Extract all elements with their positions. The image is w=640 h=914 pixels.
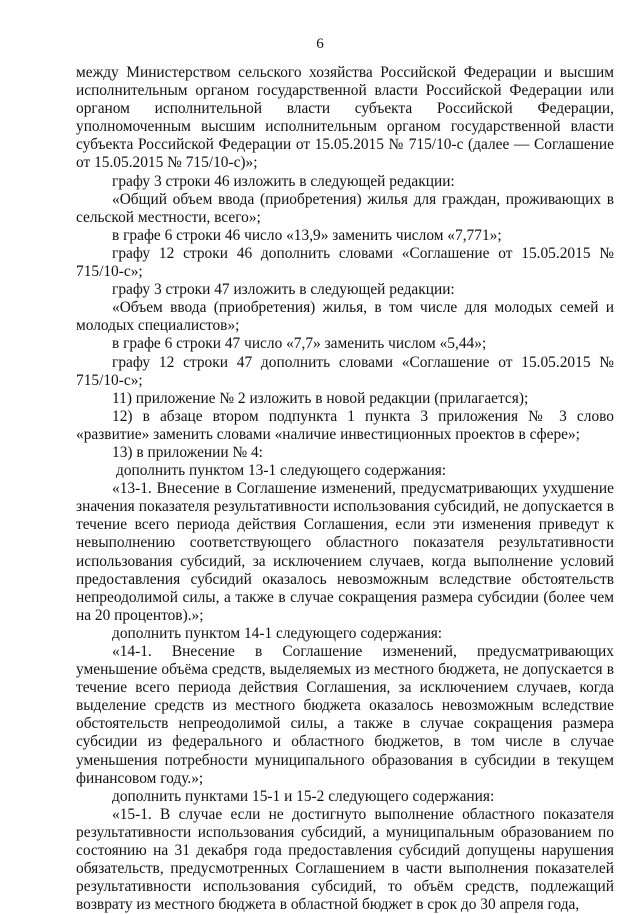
paragraph-row47-wording: «Объем ввода (приобретения) жилья, в том числе для молодых семей и молодых специалистов»; [76,299,614,335]
paragraph-column3-row47: графу 3 строки 47 изложить в следующей редакции: [112,281,455,299]
paragraph-clause-13-1: «13-1. Внесение в Соглашение изменений, предусматривающих ухудшение значения показателя результативности использования субсидий, не допускается в течение всего периода действия Соглашения, если эти изменения приведут к невыполнению соответствующего областного показателя результативности использования субсидий, за исключением случаев, когда выполнение условий предоставления субсидий оказалось невозможным вследствие обстоятельств непреодолимой силы, а также в случае сокращения размера субсидии (более чем на 20 процентов).»; [76,480,614,624]
document-body [76,64,614,914]
paragraph-add-13-1: дополнить пунктом 13-1 следующего содержания: [116,462,447,480]
page-number: 6 [316,36,324,52]
paragraph-item-11: 11) приложение № 2 изложить в новой редакции (прилагается); [112,389,529,407]
paragraph-item-13: 13) в приложении № 4: [112,443,263,461]
paragraph-clause-14-1: «14-1. Внесение в Соглашение изменений, предусматривающих уменьшение объёма средств, выделяемых из местного бюджета, не допускается в течение всего периода действия Соглашения, за исключением случаев, когда выделение средств из местного бюджета оказалось невозможным вследствие обстоятельств непреодолимой силы, а также в случае сокращения размера субсидии из федерального и областного бюджетов, в том числе в случае уменьшения потребности муниципального образования в субсидии в текущем финансовом году.»; [76,643,614,787]
paragraph-column6-row46: в графе 6 строки 46 число «13,9» заменить числом «7,771»; [112,226,502,244]
paragraph-agreement-continuation: между Министерством сельского хозяйства Российской Федерации и высшим исполнительным органом государственной власти Российской Федерации или органом исполнительной власти субъекта Российской Федерации, уполномоченным высшим исполнительным органом государственной власти субъекта Российской Федерации от 15.05.2015 № 715/10-с (далее — Соглашение от 15.05.2015 № 715/10-с)»; [76,64,614,172]
paragraph-clause-15-1: «15-1. В случае если не достигнуто выполнение областного показателя результативности использования субсидий, а муниципальным образованием по состоянию на 31 декабря года предоставления субсидий допущены нарушения обязательств, предусмотренных Соглашением в части выполнения показателей результативности использования субсидий, то объём средств, подлежащий возврату из местного бюджета в областной бюджет в срок до 30 апреля года, [76,805,614,914]
paragraph-column12-row47: графу 12 строки 47 дополнить словами «Соглашение от 15.05.2015 № 715/10-с»; [76,353,614,389]
paragraph-column3-row46: графу 3 строки 46 изложить в следующей редакции: [112,172,455,190]
paragraph-column6-row47: в графе 6 строки 47 число «7,7» заменить числом «5,44»; [112,335,487,353]
paragraph-row46-wording: «Общий объем ввода (приобретения) жилья для граждан, проживающих в сельской местности, всего»; [76,190,614,226]
paragraph-column12-row46: графу 12 строки 46 дополнить словами «Соглашение от 15.05.2015 № 715/10-с»; [76,244,614,281]
paragraph-add-15: дополнить пунктами 15-1 и 15-2 следующего содержания: [112,787,495,805]
paragraph-item-12: 12) в абзаце втором подпункта 1 пункта 3 приложения № 3 слово «развитие» заменить словами «наличие инвестиционных проектов в сфере»; [76,407,614,443]
paragraph-add-14-1: дополнить пунктом 14-1 следующего содержания: [112,624,443,642]
